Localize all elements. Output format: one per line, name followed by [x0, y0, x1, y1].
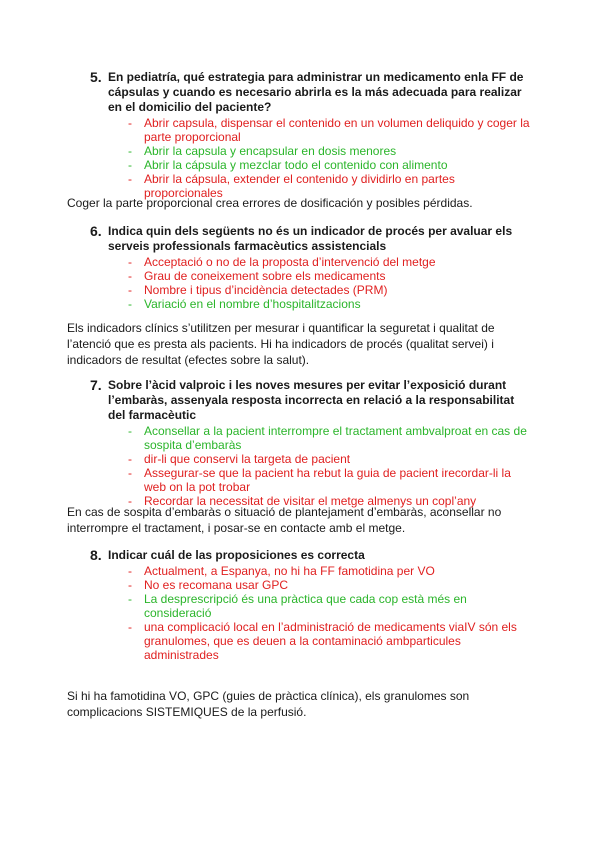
question-text: Sobre l’àcid valproic i les noves mesures per evitar l’exposició durant l’embaràs, assenyala resposta incorrecta en relació a la responsabilitat del farmacèutic — [108, 378, 515, 422]
option-b: - No es recomana usar GPC — [128, 578, 289, 592]
option-a: - Actualment, a Espanya, no hi ha FF famotidina per VO — [128, 564, 435, 578]
option-d: - Variació en el nombre d’hospitalitzacions — [128, 297, 361, 311]
option-text: Abrir la capsula y encapsular en dosis menores — [144, 144, 397, 158]
option-text: una complicació local en l’administració de medicaments viaIV són els granulomes, que es deuen a la contaminació ambparticules administrades — [144, 620, 517, 662]
option-text: Nombre i tipus d’incidència detectades (PRM) — [144, 283, 388, 297]
question-number: 8. — [90, 547, 102, 563]
option-c: - La desprescripció és una pràctica que cada cop està més en consideració — [128, 592, 467, 620]
option-a: - Aconsellar a la pacient interrompre el tractament ambvalproat en cas de sospita d’embaràs — [128, 424, 527, 452]
option-text: La desprescripció és una pràctica que cada cop està més en consideració — [144, 592, 467, 620]
option-text: Abrir capsula, dispensar el contenido en un volumen deliquido y coger la parte proporcional — [144, 116, 530, 144]
question-5 — [90, 70, 530, 200]
option-c: - Assegurar-se que la pacient ha rebut la guia de pacient irecordar-li la web on la pot trobar — [128, 466, 511, 494]
option-text: dir-li que conservi la targeta de pacient — [144, 452, 351, 466]
option-b: - dir-li que conservi la targeta de pacient — [128, 452, 351, 466]
question-number: 6. — [90, 223, 102, 239]
question-text: Indica quin dels següents no és un indicador de procés per avaluar els serveis professionals farmacèutics assistencials — [108, 224, 513, 253]
question-heading — [90, 70, 530, 115]
option-text: Aconsellar a la pacient interrompre el tractament ambvalproat en cas de sospita d’embaràs — [144, 424, 527, 452]
explanation-6: Els indicadors clínics s’utilitzen per mesurar i quantificar la seguretat i qualitat de l’atenció que es presta als pacients. Hi ha indicadors de procés (qualitat servei) i indicadors de resultat (efectes sobre la salut). — [67, 321, 495, 367]
option-b: - Abrir la capsula y encapsular en dosis menores — [128, 144, 397, 158]
question-6 — [90, 224, 530, 311]
question-8 — [90, 548, 530, 662]
question-heading — [90, 224, 530, 254]
explanation-7: En cas de sospita d’embaràs o situació de plantejament d’embaràs, aconsellar no interrompre el tractament, i posar-se en contacte amb el metge. — [67, 505, 502, 535]
option-text: Grau de coneixement sobre els medicaments — [144, 269, 386, 283]
option-b: - Grau de coneixement sobre els medicaments — [128, 269, 386, 283]
option-a: - Acceptació o no de la proposta d’intervenció del metge — [128, 255, 436, 269]
option-text: Variació en el nombre d’hospitalitzacions — [144, 297, 361, 311]
option-d: - Abrir la cápsula, extender el contenido y dividirlo en partes proporcionales — [128, 172, 455, 200]
question-number: 5. — [90, 69, 102, 85]
question-heading — [90, 378, 530, 423]
question-7 — [90, 378, 530, 508]
option-d: - una complicació local en l’administració de medicaments viaIV són els granulomes, que es deuen a la contaminació ambparticules administrades — [128, 620, 517, 662]
option-c: - Abrir la cápsula y mezclar todo el contenido con alimento — [128, 158, 448, 172]
options-list — [90, 255, 530, 311]
option-text: Recordar la necessitat de visitar el metge almenys un copl’any — [144, 494, 477, 508]
option-a: - Abrir capsula, dispensar el contenido en un volumen deliquido y coger la parte proporcional — [128, 116, 530, 144]
options-list — [90, 116, 530, 200]
question-heading — [90, 548, 530, 563]
question-text: En pediatría, qué estrategia para administrar un medicamento enla FF de cápsulas y cuando es necesario abrirla es la más adecuada para realizar en el domicilio del paciente? — [108, 70, 524, 114]
question-number: 7. — [90, 377, 102, 393]
options-list — [90, 424, 530, 508]
question-text: Indicar cuál de las proposiciones es correcta — [108, 548, 365, 562]
option-d: - Recordar la necessitat de visitar el metge almenys un copl’any — [128, 494, 477, 508]
option-text: Abrir la cápsula y mezclar todo el contenido con alimento — [144, 158, 448, 172]
explanation-8: Si hi ha famotidina VO, GPC (guies de pràctica clínica), els granulomes son complicacions SISTEMIQUES de la perfusió. — [67, 689, 470, 719]
option-text: Abrir la cápsula, extender el contenido y dividirlo en partes proporcionales — [144, 172, 455, 200]
explanation-5: Coger la parte proporcional crea errores de dosificación y posibles pérdidas. — [67, 196, 473, 210]
option-c: - Nombre i tipus d’incidència detectades (PRM) — [128, 283, 388, 297]
option-text: Actualment, a Espanya, no hi ha FF famotidina per VO — [144, 564, 435, 578]
option-text: Acceptació o no de la proposta d’intervenció del metge — [144, 255, 436, 269]
options-list — [90, 564, 530, 662]
option-text: Assegurar-se que la pacient ha rebut la guia de pacient irecordar-li la web on la pot trobar — [144, 466, 511, 494]
option-text: No es recomana usar GPC — [144, 578, 289, 592]
